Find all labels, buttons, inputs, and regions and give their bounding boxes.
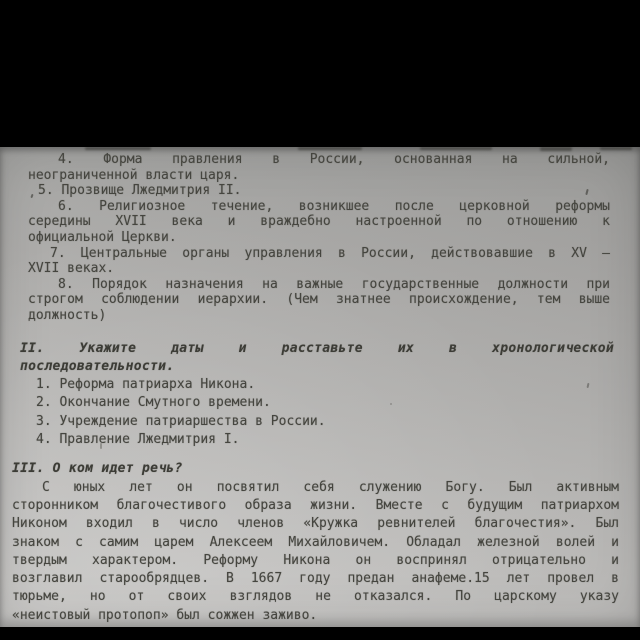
who-is-it-paragraph-line-7: тюрьме, но от своих взглядов не отказался. По царскому указу xyxy=(12,589,619,605)
who-is-it-paragraph-line-6: возглавил старообрядцев. В 1667 году предан анафеме.15 лет провел в xyxy=(12,571,619,587)
section-definitions xyxy=(0,152,640,324)
who-is-it-paragraph-line-1: С юных лет он посвятил себя служению Богу. Был активным xyxy=(42,479,619,495)
document-photo xyxy=(0,147,640,627)
section-dates-task xyxy=(0,340,640,450)
dates-task-item-2: 2. Окончание Смутного времени. xyxy=(36,395,271,411)
definition-item-6-line-3: официальной Церкви. xyxy=(28,229,177,245)
definition-item-6-line-2: середины XVII века и враждебно настроенной по отношению к xyxy=(28,214,610,230)
definition-item-7-line-1: 7. Центральные органы управления в России, действовавшие в XV – xyxy=(50,245,610,261)
definition-item-8-line-3: должность) xyxy=(28,307,107,323)
dates-task-item-3: 3. Учреждение патриаршества в России. xyxy=(36,413,326,429)
definition-item-7-line-2: XVII веках. xyxy=(28,261,115,277)
dates-task-item-1: 1. Реформа патриарха Никона. xyxy=(36,377,256,393)
definition-item-4-line-2: неограниченной власти царя. xyxy=(28,167,240,183)
definition-item-6-line-1: 6. Религиозное течение, возникшее после церковной реформы xyxy=(58,198,610,214)
definition-item-5: 5. Прозвище Лжедмитрия II. xyxy=(38,183,242,199)
who-is-it-paragraph-line-4: знаком с самим царем Алексеем Михайловичем. Обладал железной волей и xyxy=(12,534,619,550)
definition-item-8-line-1: 8. Порядок назначения на важные государственные должности при xyxy=(58,276,610,292)
who-is-it-paragraph-line-2: сторонником благочестивого образа жизни. Вместе с будущим патриархом xyxy=(12,497,619,513)
who-is-it-heading: III. О ком идет речь? xyxy=(12,461,183,477)
definition-item-8-line-2: строгом соблюдении иерархии. (Чем знатнее происхождение, тем выше xyxy=(28,292,610,308)
document-page xyxy=(0,147,640,625)
dates-task-item-4: 4. Правление Лжедмитрия I. xyxy=(36,432,240,448)
who-is-it-paragraph-line-8: «неистовый протопоп» был сожжен заживо. xyxy=(12,607,318,623)
definition-item-4-line-1: 4. Форма правления в России, основанная на сильной, xyxy=(58,152,610,167)
who-is-it-paragraph-line-3: Никоном входил в число членов «Кружка ревнителей благочестия». Был xyxy=(12,516,619,532)
who-is-it-paragraph-line-5: твердым характером. Реформу Никона он воспринял отрицательно и xyxy=(12,552,619,568)
dates-task-heading-line-1: II. Укажите даты и расставьте их в хронологической xyxy=(20,340,614,356)
section-who-is-it xyxy=(0,460,640,625)
dates-task-heading-line-2: последовательности. xyxy=(20,358,175,374)
